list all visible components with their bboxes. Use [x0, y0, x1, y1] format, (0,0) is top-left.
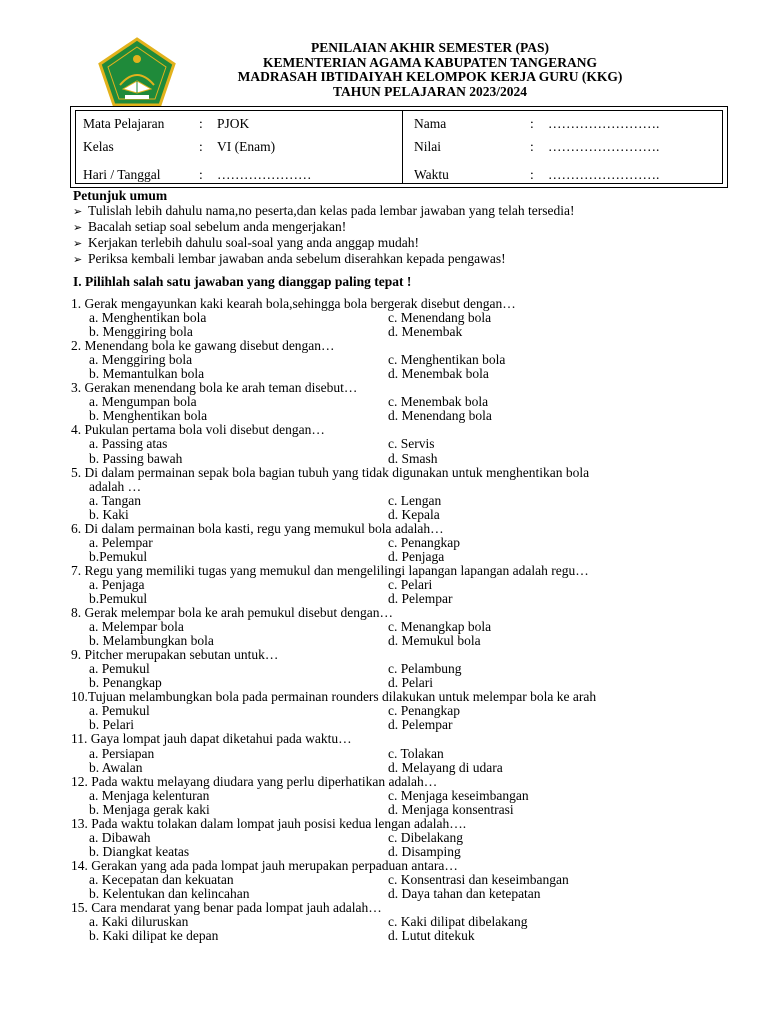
instruction-item — [73, 235, 574, 251]
question-text: 3. Gerakan menendang bola ke arah teman disebut… — [71, 380, 358, 396]
option-b[interactable]: b. Menghentikan bola — [89, 408, 208, 424]
question-text: 4. Pukulan pertama bola voli disebut dengan… — [71, 422, 325, 438]
instruction-text: Bacalah setiap soal sebelum anda mengerjakan! — [88, 219, 347, 234]
question-text: 10.Tujuan melambungkan bola pada permainan rounders dilakukan untuk melempar bola ke arah — [71, 689, 597, 705]
option-d[interactable]: d. Menjaga konsentrasi — [388, 801, 514, 817]
option-a[interactable]: a. Dibawah — [89, 829, 151, 845]
option-d[interactable]: d. Pelari — [388, 675, 433, 691]
option-a[interactable]: a. Mengumpan bola — [89, 394, 197, 410]
question-item — [71, 564, 731, 606]
option-b[interactable]: b. Kaki — [89, 506, 129, 522]
option-a[interactable]: a. Passing atas — [89, 436, 168, 452]
question-text: 13. Pada waktu tolakan dalam lompat jauh posisi kedua lengan adalah…. — [71, 815, 467, 831]
question-item — [71, 690, 731, 732]
question-text: 1. Gerak mengayunkan kaki kearah bola,sehingga bola bergerak disebut dengan… — [71, 296, 516, 311]
question-item — [71, 606, 731, 648]
question-item — [71, 297, 731, 339]
option-d[interactable]: d. Menembak — [388, 324, 463, 340]
option-b[interactable]: b. Kaki dilipat ke depan — [89, 928, 219, 944]
option-c[interactable]: c. Pelari — [388, 576, 433, 592]
option-a[interactable]: a. Melempar bola — [89, 619, 184, 635]
option-d[interactable]: d. Smash — [388, 450, 438, 466]
option-a[interactable]: a. Pemukul — [89, 661, 150, 677]
option-c[interactable]: c. Lengan — [388, 492, 442, 508]
question-text: 6. Di dalam permainan bola kasti, regu yang memukul bola adalah… — [71, 520, 444, 536]
exam-header — [190, 41, 670, 99]
arrow-bullet-icon: ➢ — [73, 237, 83, 250]
question-item — [71, 339, 731, 381]
option-d[interactable]: d. Penjaga — [388, 548, 445, 564]
option-c[interactable]: c. Servis — [388, 436, 435, 452]
option-c[interactable]: c. Penangkap — [388, 534, 460, 550]
question-item — [71, 817, 731, 859]
question-text: 2. Menendang bola ke gawang disebut dengan… — [71, 338, 335, 354]
question-item — [71, 648, 731, 690]
option-c[interactable]: c. Menjaga keseimbangan — [388, 787, 529, 803]
option-d[interactable]: d. Pelempar — [388, 590, 453, 606]
question-text: 11. Gaya lompat jauh dapat diketahui pada waktu… — [71, 731, 352, 747]
option-c[interactable]: c. Kaki dilipat dibelakang — [388, 914, 528, 930]
question-item — [71, 775, 731, 817]
option-d[interactable]: d. Lutut ditekuk — [388, 928, 475, 944]
question-text: 8. Gerak melempar bola ke arah pemukul disebut dengan… — [71, 605, 394, 621]
score-field[interactable]: ……………………. — [548, 139, 660, 154]
option-b[interactable]: b.Pemukul — [89, 590, 148, 606]
option-c[interactable]: c. Tolakan — [388, 745, 444, 761]
instructions — [73, 188, 574, 267]
option-c[interactable]: c. Menghentikan bola — [388, 352, 506, 368]
option-a[interactable]: a. Menggiring bola — [89, 352, 193, 368]
question-text-continued: adalah … — [89, 478, 142, 494]
option-b[interactable]: b. Passing bawah — [89, 450, 183, 466]
arrow-bullet-icon: ➢ — [73, 221, 83, 234]
kemenag-logo-icon — [97, 37, 177, 107]
question-item — [71, 466, 731, 522]
option-a[interactable]: a. Pelempar — [89, 534, 153, 550]
instruction-item — [73, 251, 574, 267]
instruction-item — [73, 203, 574, 219]
question-text: 15. Cara mendarat yang benar pada lompat jauh adalah… — [71, 900, 382, 916]
question-item — [71, 522, 731, 564]
option-a[interactable]: a. Pemukul — [89, 703, 150, 719]
date-field[interactable]: ………………… — [217, 167, 312, 182]
option-c[interactable]: c. Penangkap — [388, 703, 460, 719]
option-c[interactable]: c. Menangkap bola — [388, 619, 492, 635]
question-item — [71, 423, 731, 465]
question-text: 5. Di dalam permainan sepak bola bagian tubuh yang tidak digunakan untuk menghentikan bola — [71, 464, 590, 480]
question-text: 14. Gerakan yang ada pada lompat jauh merupakan perpaduan antara… — [71, 857, 458, 873]
option-b[interactable]: b.Pemukul — [89, 548, 148, 564]
option-c[interactable]: c. Konsentrasi dan keseimbangan — [388, 871, 569, 887]
header-line-3: MADRASAH IBTIDAIYAH KELOMPOK KERJA GURU (KKG) — [237, 69, 623, 84]
option-d[interactable]: d. Melayang di udara — [388, 759, 503, 775]
time-field[interactable]: ……………………. — [548, 167, 660, 182]
option-d[interactable]: d. Kepala — [388, 506, 440, 522]
option-b[interactable]: b. Menggiring bola — [89, 324, 193, 340]
option-c[interactable]: c. Menembak bola — [388, 394, 489, 410]
question-text: 9. Pitcher merupakan sebutan untuk… — [71, 647, 279, 663]
instructions-title: Petunjuk umum — [73, 188, 168, 203]
option-d[interactable]: d. Pelempar — [388, 717, 453, 733]
question-text: 7. Regu yang memiliki tugas yang memukul dan mengelilingi lapangan lapangan adalah regu… — [71, 562, 589, 578]
subject-value: PJOK — [217, 116, 250, 131]
question-item — [71, 732, 731, 774]
question-text: 12. Pada waktu melayang diudara yang perlu diperhatikan adalah… — [71, 773, 438, 789]
option-d[interactable]: d. Daya tahan dan ketepatan — [388, 885, 541, 901]
header-line-2: KEMENTERIAN AGAMA KABUPATEN TANGERANG — [263, 54, 597, 70]
option-a[interactable]: a. Kaki diluruskan — [89, 914, 189, 930]
option-b[interactable]: b. Penangkap — [89, 675, 162, 691]
arrow-bullet-icon: ➢ — [73, 205, 83, 218]
option-c[interactable]: c. Dibelakang — [388, 829, 463, 845]
option-d[interactable]: d. Memukul bola — [388, 633, 481, 649]
option-a[interactable]: a. Menjaga kelenturan — [89, 787, 210, 803]
question-item — [71, 901, 731, 943]
instruction-item — [73, 219, 574, 235]
name-field[interactable]: ……………………. — [548, 116, 660, 131]
option-b[interactable]: b. Awalan — [89, 759, 143, 775]
option-b[interactable]: b. Diangkat keatas — [89, 843, 190, 859]
option-b[interactable]: b. Menjaga gerak kaki — [89, 801, 210, 817]
option-c[interactable]: c. Menendang bola — [388, 310, 492, 326]
option-a[interactable]: a. Tangan — [89, 492, 142, 508]
section-title: I. Pilihlah salah satu jawaban yang dianggap paling tepat ! — [73, 274, 412, 289]
option-b[interactable]: b. Memantulkan bola — [89, 366, 205, 382]
option-b[interactable]: b. Pelari — [89, 717, 134, 733]
header-line-1: PENILAIAN AKHIR SEMESTER (PAS) — [311, 40, 549, 55]
arrow-bullet-icon: ➢ — [73, 253, 83, 266]
option-b[interactable]: b. Kelentukan dan kelincahan — [89, 885, 250, 901]
question-item — [71, 859, 731, 901]
option-c[interactable]: c. Pelambung — [388, 661, 462, 677]
option-d[interactable]: d. Disamping — [388, 843, 461, 859]
option-a[interactable]: a. Penjaga — [89, 576, 145, 592]
option-a[interactable]: a. Kecepatan dan kekuatan — [89, 871, 234, 887]
option-a[interactable]: a. Menghentikan bola — [89, 310, 207, 326]
student-info-box: Mata Pelajaran : PJOK Kelas : VI (Enam) Hari / Tanggal : ………………… Nama : ……………………. Nilai : ……………………. Waktu : ……………………. — [70, 106, 728, 188]
question-item — [71, 381, 731, 423]
question-list — [71, 297, 731, 943]
class-value: VI (Enam) — [217, 139, 276, 154]
instruction-text: Kerjakan terlebih dahulu soal-soal yang anda anggap mudah! — [88, 235, 420, 250]
instruction-text: Tulislah lebih dahulu nama,no peserta,dan kelas pada lembar jawaban yang telah tersedia! — [88, 203, 575, 218]
header-line-4: TAHUN PELAJARAN 2023/2024 — [332, 83, 527, 99]
option-d[interactable]: d. Menembak bola — [388, 366, 489, 382]
instruction-text: Periksa kembali lembar jawaban anda sebelum diserahkan kepada pengawas! — [88, 251, 506, 266]
option-d[interactable]: d. Menendang bola — [388, 408, 492, 424]
option-b[interactable]: b. Melambungkan bola — [89, 633, 214, 649]
option-a[interactable]: a. Persiapan — [89, 745, 155, 761]
